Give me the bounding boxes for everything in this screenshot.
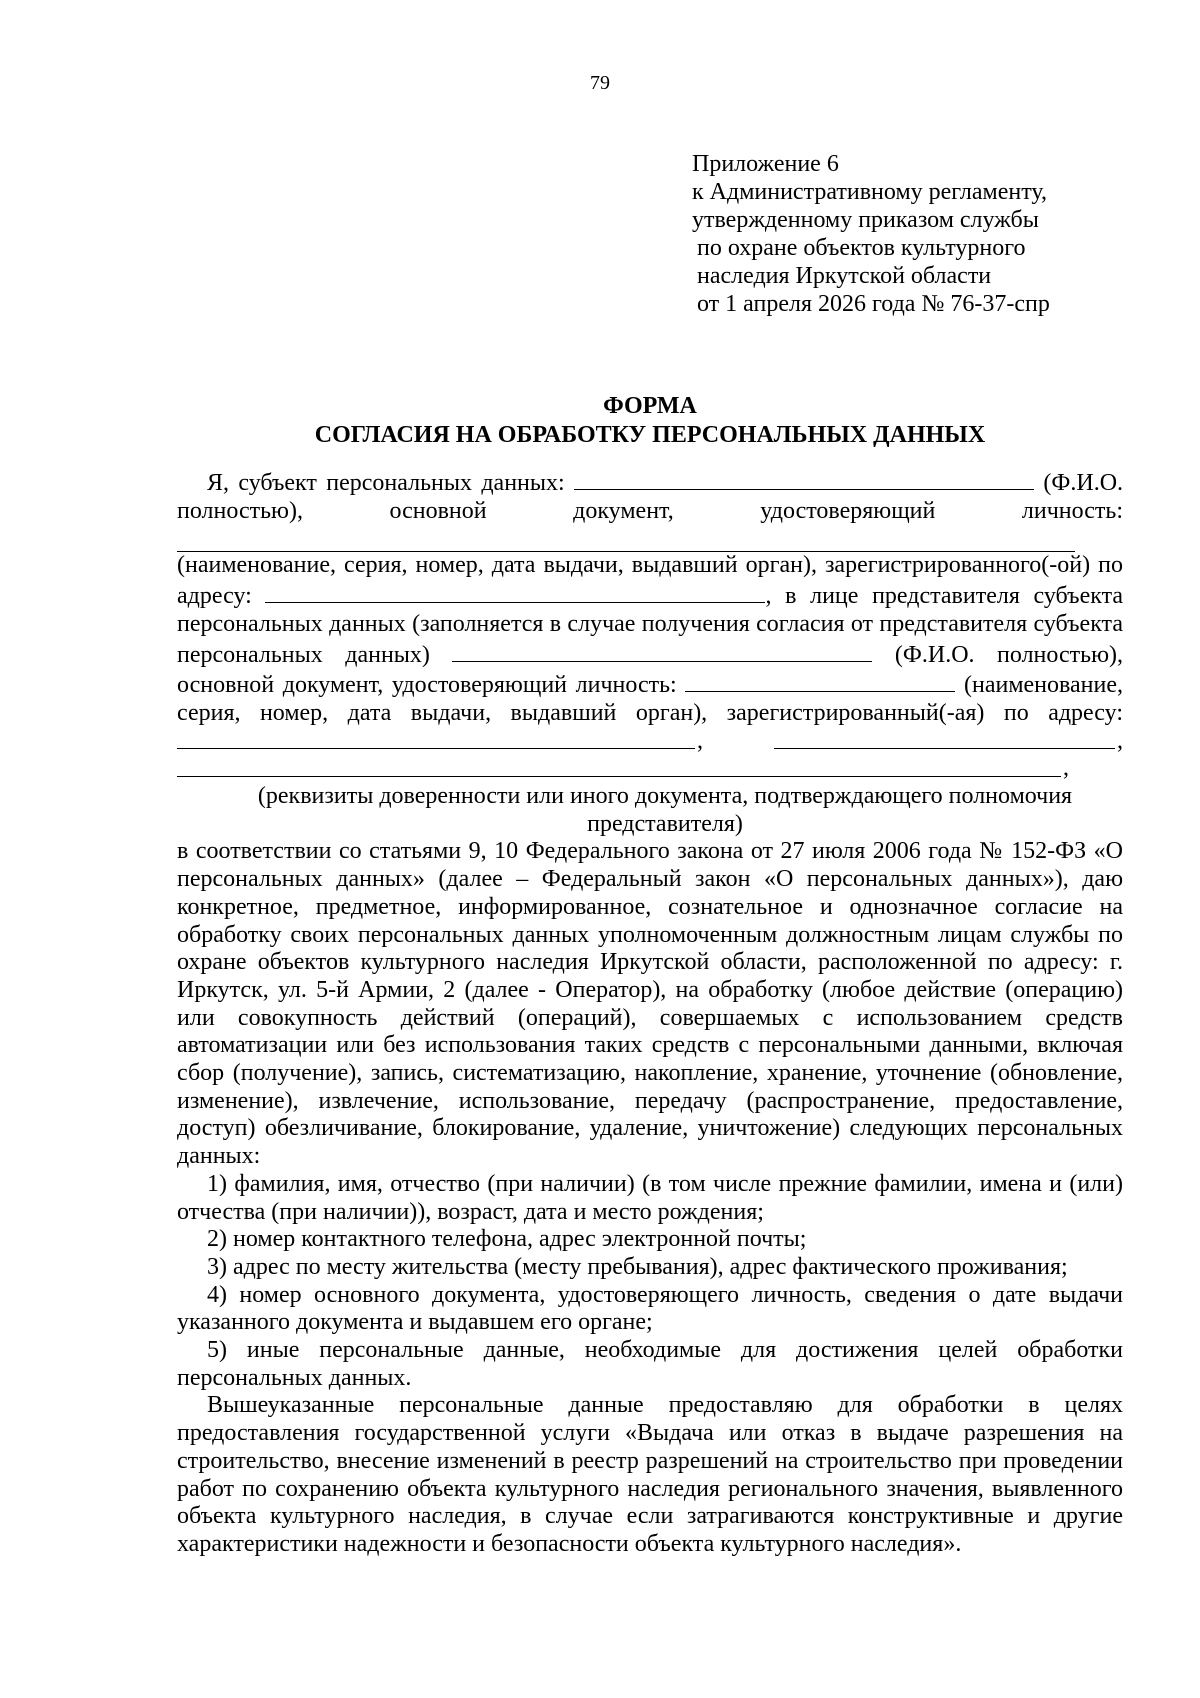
list-item: 3) адрес по месту жительства (месту пребывания), адрес фактического проживания; (207, 1253, 1068, 1280)
appendix-line: Приложение 6 (692, 151, 839, 177)
proxy-row (177, 755, 1123, 783)
page-number: 79 (590, 72, 610, 94)
representative-fio-blank[interactable] (452, 639, 872, 662)
rep-address-row (177, 728, 1123, 756)
list-item: 5) иные персональные данные, необходимые для достижения целей обработки персональных данных. (177, 1337, 1123, 1391)
text: Я, субъект персональных данных: (207, 470, 565, 496)
text-line: (наименование, серия, номер, дата выдачи, выдавший орган), зарегистрированного(-ой) по (177, 552, 1123, 579)
rep-address-blank[interactable] (177, 748, 695, 749)
form-title (0, 392, 1200, 450)
document-line: полностью), основной документ, удостоверяющий личность: (177, 497, 1123, 524)
purpose-paragraph: Вышеуказанные персональные данные предоставляю для обработки в целях предоставления государственной услуги «Выдача или отказ в выдаче разрешения на строительство, внесение изменений в реестр разрешений на строительство при проведении работ по сохранению объекта культурного наследия регионального значения, выявленного объекта культурного наследия, в случае если затрагиваются конструктивные и другие характеристики надежности и безопасности объекта культурного наследия». (177, 1392, 1123, 1557)
text: адресу: (177, 583, 252, 610)
text: , в лице представителя субъекта (765, 583, 1123, 610)
address-blank[interactable] (265, 580, 765, 603)
document-blank[interactable] (177, 525, 1075, 552)
form-body (177, 467, 1123, 1559)
appendix-line: по охране объектов культурного (697, 235, 1026, 261)
appendix-line: от 1 апреля 2026 года № 76-37-спр (697, 291, 1050, 317)
address-line (177, 580, 1123, 611)
rep-document-blank[interactable] (685, 669, 955, 692)
rep-address-blank-2[interactable] (774, 748, 1115, 749)
comma: , (1117, 727, 1123, 754)
text: (наименование, (963, 672, 1124, 699)
title-line: ФОРМА (603, 393, 697, 419)
proxy-caption: (реквизиты доверенности или иного документа, подтверждающего полномочия представителя) (257, 783, 1073, 837)
text-line: серия, номер, дата выдачи, выдавший орган), зарегистрированный(-ая) по адресу: (177, 699, 1123, 726)
text: основной документ, удостоверяющий личность: (177, 672, 677, 699)
representative-line (177, 639, 1123, 670)
list-item: 2) номер контактного телефона, адрес электронной почты; (207, 1226, 807, 1253)
proxy-blank[interactable] (177, 776, 1061, 777)
text: (Ф.И.О. (1043, 470, 1124, 496)
list-item: 1) фамилия, имя, отчество (при наличии) (в том числе прежние фамилии, имена и (или) отчества (при наличии)), возраст, дата и место рождения; (177, 1170, 1123, 1225)
appendix-line: наследия Иркутской области (697, 263, 992, 289)
appendix-line: к Административному регламенту, (692, 179, 1047, 205)
comma: , (697, 727, 703, 754)
appendix-line: утвержденному приказом службы (692, 207, 1039, 233)
title-line: СОГЛАСИЯ НА ОБРАБОТКУ ПЕРСОНАЛЬНЫХ ДАННЫХ (314, 422, 986, 448)
subject-line (177, 467, 1123, 498)
consent-paragraph: в соответствии со статьями 9, 10 Федерального закона от 27 июля 2006 года № 152-ФЗ «О персональных данных» (далее – Федеральный закон «О персональных данных»), даю конкретное, предметное, информированное, сознательное и однозначное согласие на обработку своих персональных данных уполномоченным должностным лицам службы по охране объектов культурного наследия Иркутской области, расположенной по адресу: г. Иркутск, ул. 5-й Армии, 2 (далее - Оператор), на обработку (любое действие (операцию) или совокупность действий (операций), совершаемых с использованием средств автоматизации или без использования таких средств с персональными данными, включая сбор (получение), запись, систематизацию, накопление, хранение, уточнение (обновление, изменение), извлечение, использование, передачу (распространение, предоставление, доступ) обезличивание, блокирование, удаление, уничтожение) следующих персональных данных: (177, 838, 1123, 1170)
text: (Ф.И.О. полностью), (894, 641, 1123, 668)
appendix-header (692, 150, 1050, 318)
comma: , (1063, 755, 1069, 782)
list-item: 4) номер основного документа, удостоверяющего личность, сведения о дате выдачи указанного документа и выдавшем его органе; (177, 1281, 1123, 1336)
text-line: персональных данных (заполняется в случае получения согласия от представителя субъекта (177, 610, 1123, 637)
fio-blank[interactable] (574, 467, 1034, 490)
text: персональных данных) (177, 641, 430, 668)
rep-document-line (177, 669, 1123, 700)
